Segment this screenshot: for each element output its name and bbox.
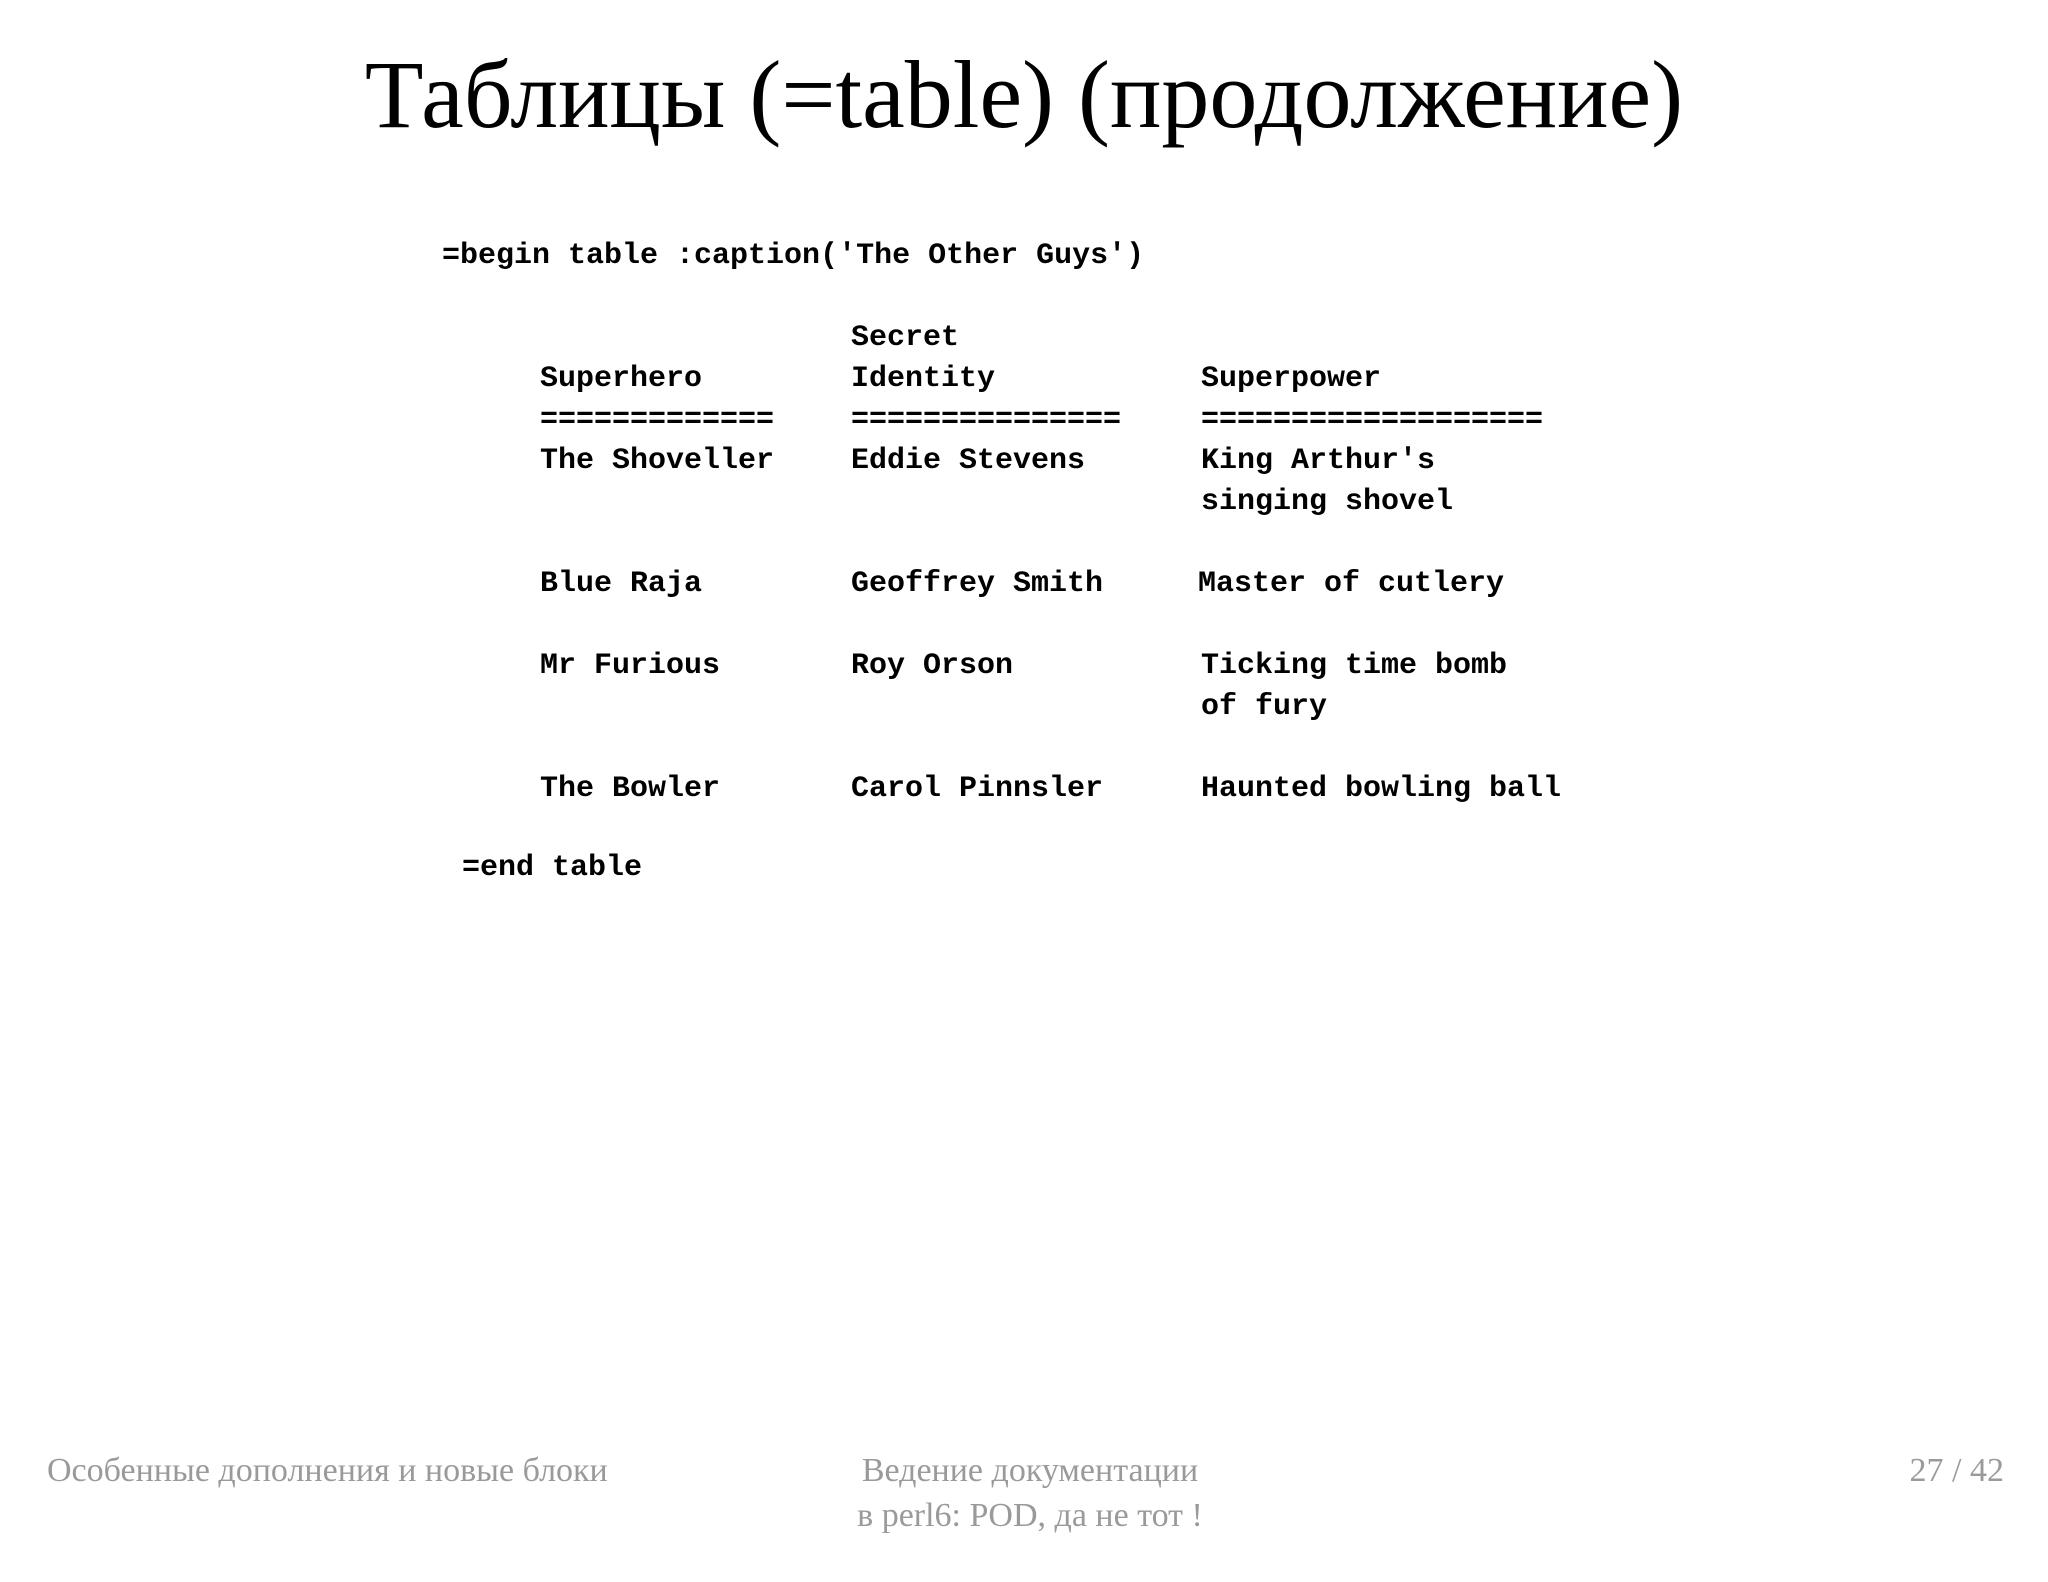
table-row-identity: Roy Orson (851, 649, 1014, 683)
table-row-hero: Mr Furious (540, 649, 721, 683)
header-superhero: Superhero (540, 362, 703, 396)
separator-superhero: ============= (540, 403, 775, 437)
table-row-power: Master of cutlery (1198, 567, 1505, 601)
code-begin-line: =begin table :caption('The Other Guys') (442, 239, 1145, 273)
header-superpower: Superpower (1201, 362, 1382, 396)
table-row-identity: Geoffrey Smith (851, 567, 1104, 601)
table-row-power-cont: singing shovel (1201, 485, 1454, 519)
page-number: 27 / 42 (1909, 1452, 2004, 1489)
table-row-hero: Blue Raja (540, 567, 703, 601)
table-row-power-cont: of fury (1201, 690, 1328, 724)
table-row-power: King Arthur's (1201, 444, 1436, 478)
footer-talk-title (760, 1448, 1300, 1538)
footer-section-title: Особенные дополнения и новые блоки (47, 1452, 608, 1489)
header-identity-line2: Identity (851, 362, 996, 396)
table-row-identity: Eddie Stevens (851, 444, 1086, 478)
header-identity-line1: Secret (851, 321, 960, 355)
footer-talk-title-line1: Ведение документации (861, 1452, 1199, 1489)
separator-identity: =============== (851, 403, 1122, 437)
separator-superpower: =================== (1201, 403, 1544, 437)
table-row-power: Haunted bowling ball (1201, 772, 1562, 806)
code-end-line: =end table (462, 851, 643, 885)
footer-talk-title-line2: в perl6: POD, да не тот ! (857, 1497, 1203, 1534)
table-row-hero: The Shoveller (540, 444, 775, 478)
table-row-identity: Carol Pinnsler (851, 772, 1104, 806)
slide-title: Таблицы (=table) (продолжение) (364, 41, 1684, 148)
table-row-hero: The Bowler (540, 772, 721, 806)
table-row-power: Ticking time bomb (1201, 649, 1508, 683)
